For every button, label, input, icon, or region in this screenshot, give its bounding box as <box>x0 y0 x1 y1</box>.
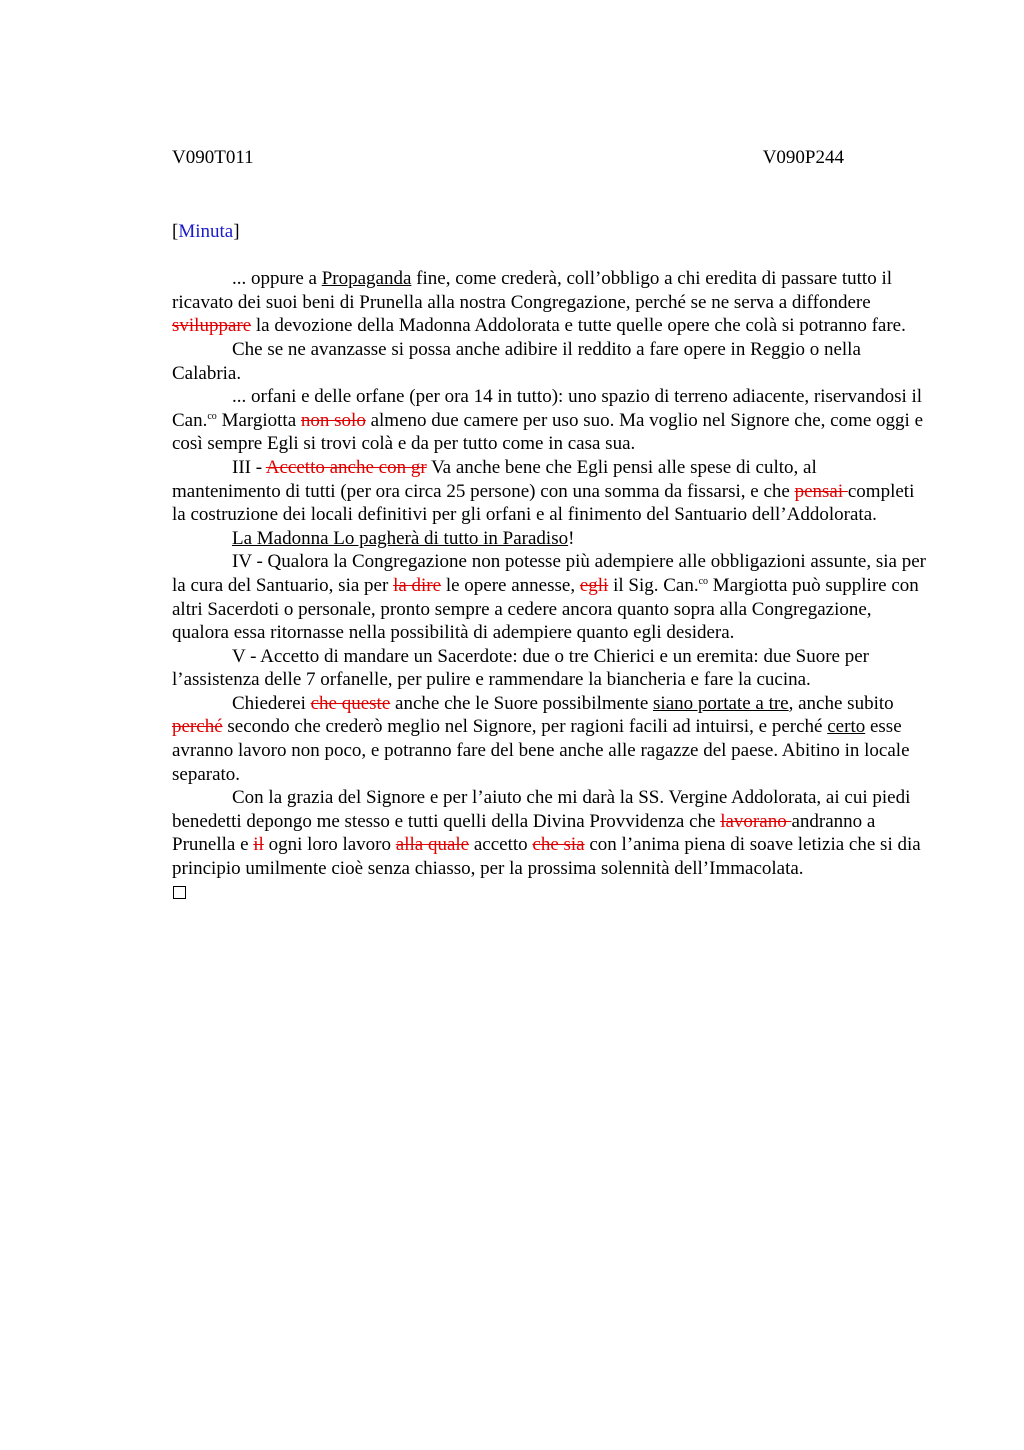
text-run: ... oppure a <box>232 268 322 290</box>
deleted-text: che sia <box>532 834 585 856</box>
text-run: V - Accetto di mandare un Sacerdote: due o tre Chierici e un eremita: due Suore per l’assistenza delle 7 orfanelle, per pulire e rammendare la biancheria e fare la cucina. <box>172 645 869 691</box>
text-run: fine, come crederà, coll’obbligo a chi eredita di passare tutto il ricavato dei suoi beni di Prunella alla nostra Congregazione, perché se ne serva a diffondere <box>172 268 893 313</box>
underlined-text: La Madonna Lo pagherà di tutto in Paradiso <box>232 527 569 549</box>
text-run: IV - Qualora la Congregazione non potesse più adempiere alle obbligazioni assunte, sia per la cura del Santuario, sia per <box>172 551 926 596</box>
note-bracket-open: [ <box>172 220 179 242</box>
underlined-text: siano portate a tre <box>653 692 789 714</box>
text-run: secondo che crederò meglio nel Signore, per ragioni facili ad intuirsi, e perché <box>222 716 828 738</box>
deleted-text: lavorano <box>720 810 792 832</box>
text-run: Con la grazia del Signore e per l’aiuto che mi darà la SS. Vergine Addolorata, ai cui piedi benedetti depongo me stesso e tutti quelli della Divina Provvidenza che <box>172 787 911 832</box>
text-run: con l’anima piena di soave letizia che si dia principio umilmente cioè senza chiasso, per la prossima solennità dell’Immacolata. <box>172 834 921 880</box>
paragraph <box>172 267 930 338</box>
document-page <box>172 146 930 899</box>
paragraph <box>172 456 930 527</box>
deleted-text: alla quale <box>395 834 470 856</box>
text-run: esse avranno lavoro non poco, e potranno fare del bene anche alle ragazze del paese. Abitino in locale separato. <box>172 716 910 785</box>
paragraph <box>172 527 930 551</box>
deleted-text: che queste <box>310 692 391 714</box>
deleted-text: la dire <box>393 574 442 596</box>
body-text <box>172 267 930 880</box>
text-run: le opere annesse, <box>441 574 580 596</box>
text-run: Chiederei <box>232 692 311 714</box>
text-run: almeno due camere per uso suo. Ma voglio nel Signore che, come oggi e così sempre Egli si trovi colà e da per tutto come in casa sua. <box>172 409 924 455</box>
deleted-text: pensai <box>794 480 848 502</box>
end-square-icon <box>173 886 186 899</box>
note-bracket-close: ] <box>233 220 240 242</box>
paragraph <box>172 645 930 692</box>
paragraph <box>172 550 930 644</box>
text-run: la devozione della Madonna Addolorata e tutte quelle opere che colà si potranno fare. <box>251 315 906 337</box>
superscript-text: co <box>698 575 709 587</box>
deleted-text: Accetto anche con gr <box>265 456 427 478</box>
text-run: ... orfani e delle orfane (per ora 14 in tutto): uno spazio di terreno adiacente, riservandosi il Can. <box>172 386 923 431</box>
note-label <box>172 220 930 244</box>
text-run: accetto <box>469 834 533 856</box>
deleted-text: non solo <box>300 409 366 431</box>
deleted-text: il <box>253 834 264 856</box>
underlined-text: Propaganda <box>321 268 412 290</box>
underlined-text: certo <box>827 716 866 738</box>
text-run: ! <box>568 527 575 549</box>
text-run: Margiotta può supplire con altri Sacerdoti o personale, pronto sempre a cedere ancora quanto sopra alla Congregazione, qualora essa ritornasse nella possibilità di adempiere quanto egli desidera. <box>172 574 919 644</box>
text-run: , anche subito <box>788 692 894 714</box>
note-label-text: Minuta <box>178 220 234 242</box>
document-header <box>172 146 844 170</box>
superscript-text: co <box>207 410 217 422</box>
text-run: Margiotta <box>216 409 301 431</box>
text-run: III - <box>232 456 266 478</box>
document-code-right: V090P244 <box>762 147 844 168</box>
text-run: Va anche bene che Egli pensi alle spese di culto, al mantenimento di tutti (per ora circa 25 persone) con una somma da fissarsi, e che <box>172 456 817 502</box>
text-run: Che se ne avanzasse si possa anche adibire il reddito a fare opere in Reggio o nella Calabria. <box>172 338 861 384</box>
text-run: andranno a Prunella e <box>172 810 876 856</box>
paragraph <box>172 786 930 880</box>
text-run: anche che le Suore possibilmente <box>390 692 654 714</box>
deleted-text: egli <box>579 574 609 596</box>
deleted-text: sviluppare <box>172 315 252 337</box>
text-run: completi la costruzione dei locali definitivi per gli orfani e al finimento del Santuario dell’Addolorata. <box>172 480 915 526</box>
paragraph <box>172 692 930 786</box>
paragraph <box>172 338 930 385</box>
document-code-left: V090T011 <box>172 147 254 168</box>
deleted-text: perché <box>172 716 223 738</box>
text-run: il Sig. Can. <box>608 574 699 596</box>
paragraph <box>172 385 930 456</box>
text-run: ogni loro lavoro <box>263 834 396 856</box>
